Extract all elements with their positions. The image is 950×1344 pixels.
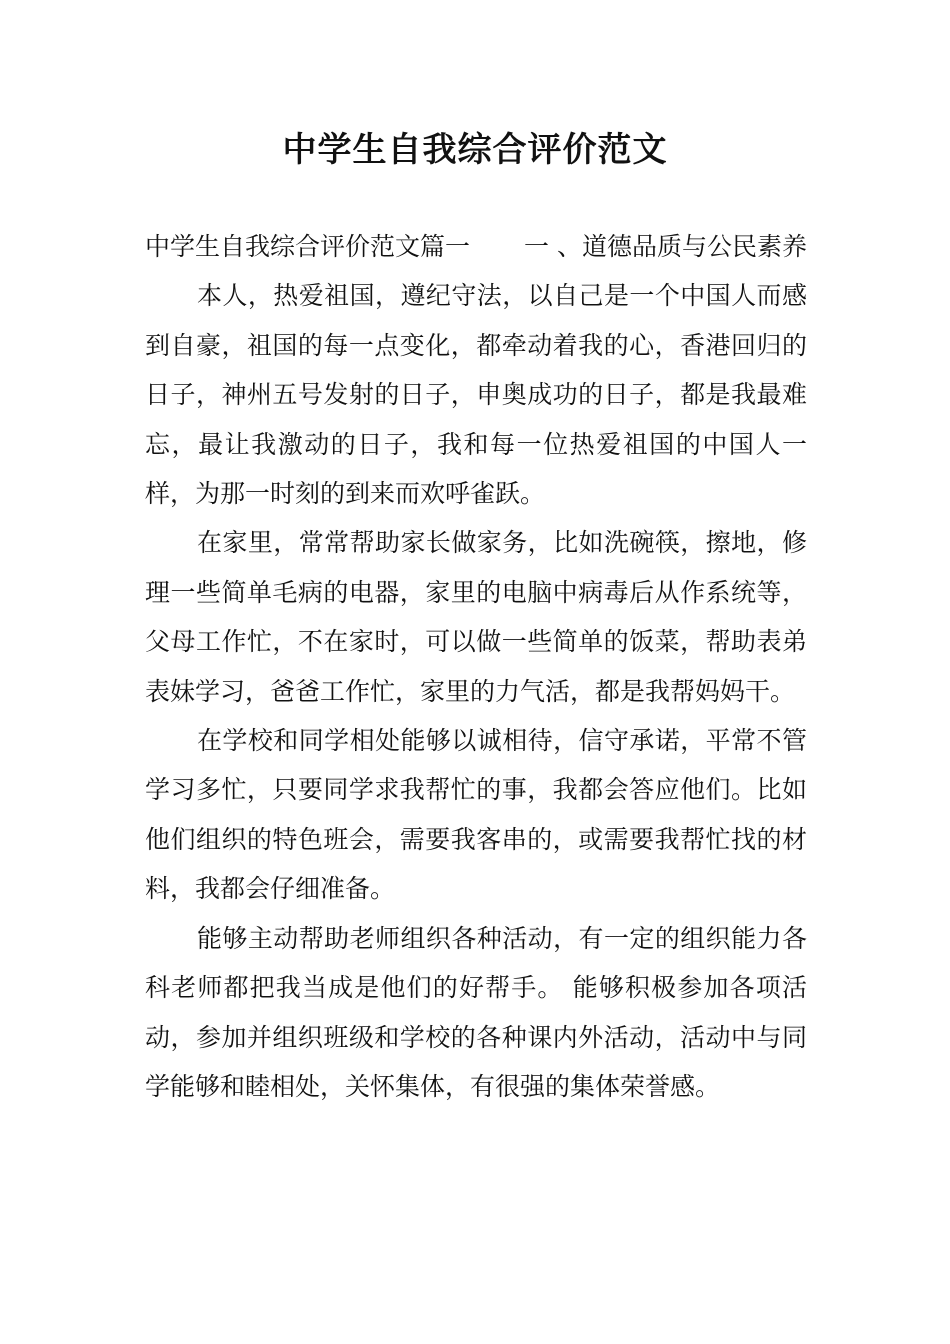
paragraph: 能够主动帮助老师组织各种活动，有一定的组织能力各科老师都把我当成是他们的好帮手。 能够积极参加各项活动，参加并组织班级和学校的各种课内外活动，活动中与同学能够和睦相处，关怀集体，有很强的集体荣誉感。: [145, 923, 807, 1101]
paragraph: 在学校和同学相处能够以诚相待，信守承诺，平常不管学习多忙，只要同学求我帮忙的事，我都会答应他们。比如他们组织的特色班会，需要我客串的，或需要我帮忙找的材料，我都会仔细准备。: [145, 726, 807, 904]
document-body: [145, 222, 807, 1111]
section-heading: 中学生自我综合评价范文篇一: [145, 232, 471, 261]
document-title: 中学生自我综合评价范文: [282, 130, 668, 170]
paragraph: 本人，热爱祖国，遵纪守法，以自己是一个中国人而感到自豪，祖国的每一点变化，都牵动着我的心，香港回归的日子，神州五号发射的日子，申奥成功的日子，都是我最难忘，最让我激动的日子，我和每一位热爱祖国的中国人一样，为那一时刻的到来而欢呼雀跃。: [145, 281, 807, 509]
paragraph: 在家里，常常帮助家长做家务，比如洗碗筷，擦地，修理一些简单毛病的电器，家里的电脑中病毒后从作系统等，父母工作忙，不在家时，可以做一些简单的饭菜，帮助表弟表妹学习，爸爸工作忙，家里的力气活，都是我帮妈妈干。: [145, 528, 807, 706]
section-heading-line: [145, 222, 807, 271]
section-subheading: 一 、道德品质与公民素养: [524, 232, 807, 261]
